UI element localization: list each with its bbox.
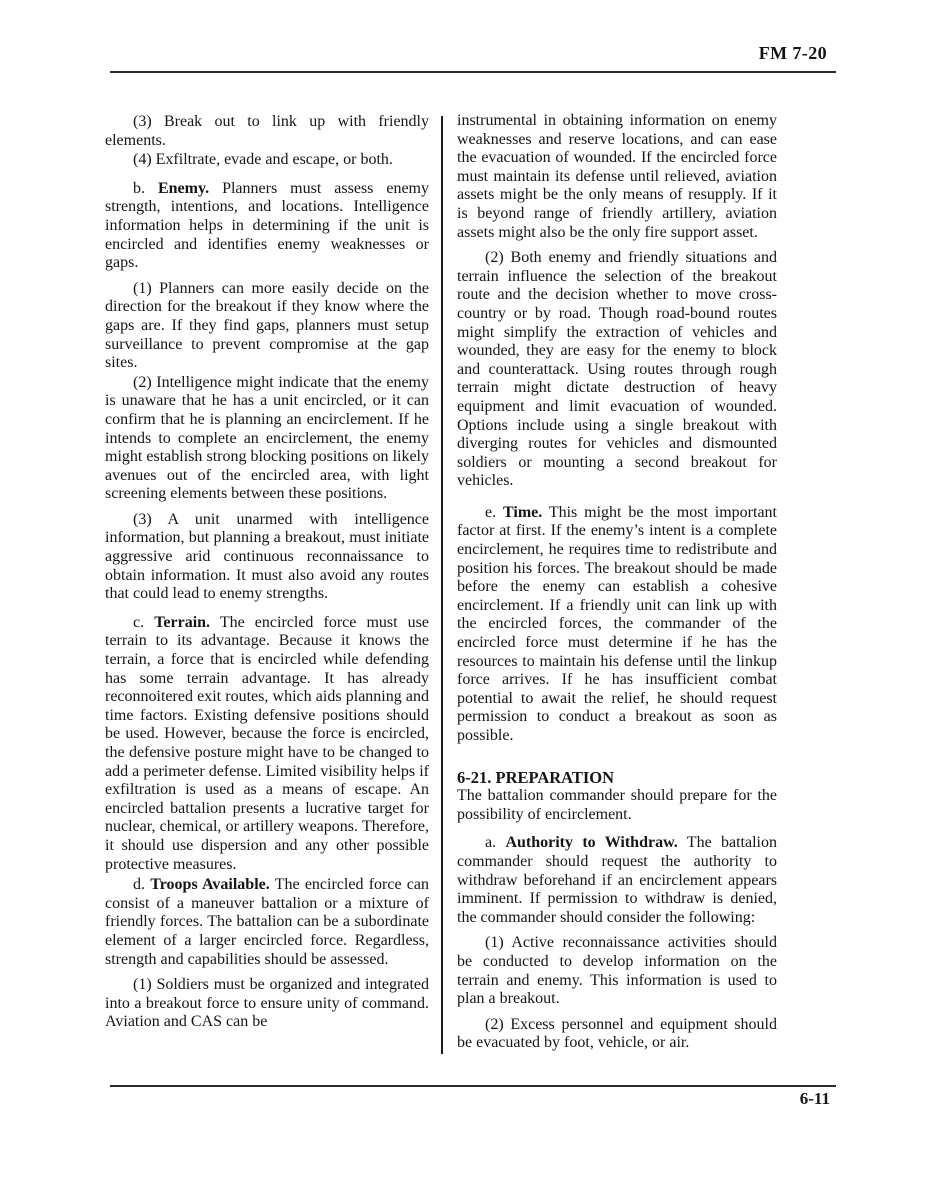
text-columns (105, 112, 777, 1054)
paragraph: d. Troops Available. The encircled force can consist of a maneuver battalion or a mixture of friendly forces. The battalion can be a subordinate element of a larger encircled force. Regardless, strength and capabilities should be assessed. (105, 876, 430, 968)
right-column (457, 112, 777, 1053)
paragraph: a. Authority to Withdraw. The battalion commander should request the authority to withdraw beforehand if an encirclement appears imminent. If permission to withdraw is denied, the commander should consider the following: (457, 834, 777, 926)
page-number: 6-11 (799, 1089, 830, 1108)
paragraph: 6-21. PREPARATION (457, 767, 615, 787)
paragraph: (2) Excess personnel and equipment should be evacuated by foot, vehicle, or air. (457, 1015, 777, 1052)
left-column (105, 112, 429, 1032)
paragraph-lead-in: Terrain. (154, 613, 211, 631)
paragraph: e. Time. This might be the most important factor at first. If the enemy’s intent is a complete encirclement, he requires time to redistribute and position his forces. The breakout should be made before the enemy can establish a cohesive encirclement. If a friendly unit can link up with the encircled forces, the commander of the encircled force must determine if he has the resources to maintain his defense until the linkup force arrives. If he has insufficient combat potential to await the relief, he should request permission to conduct a breakout as soon as possible. (457, 503, 777, 744)
paragraph-lead-in: Troops Available. (150, 876, 270, 894)
paragraph: (1) Soldiers must be organized and integrated into a breakout force to ensure unity of command. Aviation and CAS can be (105, 976, 429, 1031)
paragraph: (1) Active reconnaissance activities should be conducted to develop information on the terrain and enemy. This information is used to plan a breakout. (457, 934, 777, 1008)
paragraph: (1) Planners can more easily decide on the direction for the breakout if they know where the gaps are. If they find gaps, planners must setup surveillance to prevent compromise at the gap sites. (105, 279, 429, 372)
paragraph-lead-in: Authority to Withdraw. (505, 834, 678, 852)
header-doc-code: FM 7-20 (758, 43, 827, 63)
column-divider-rule (441, 116, 443, 1054)
paragraph-lead-in: Time. (502, 503, 543, 521)
paragraph: (3) A unit unarmed with intelligence information, but planning a breakout, must initiate aggressive arid continuous reconnaissance to obtain information. It must also avoid any routes that could lead to enemy strengths. (105, 510, 429, 603)
header-rule (110, 71, 836, 73)
paragraph: b. Enemy. Planners must assess enemy strength, intentions, and locations. Intelligence information helps in determining if the unit is encircled and identifies enemy weaknesses or gaps. (105, 179, 429, 272)
paragraph-lead-in: Enemy. (157, 179, 210, 197)
paragraph: (2) Intelligence might indicate that the enemy is unaware that he has a unit encircled, or it can confirm that he is planning an encirclement. If he intends to complete an encirclement, the enemy might establish strong blocking positions on likely avenues out of the encircled area, with light screening elements between these positions. (105, 373, 429, 503)
paragraph: The battalion commander should prepare for the possibility of encirclement. (457, 787, 777, 823)
footer-rule (110, 1085, 836, 1087)
paragraph: (2) Both enemy and friendly situations and terrain influence the selection of the breakout route and the decision whether to move cross-country or by road. Though road-bound routes might simplify the extraction of vehicles and wounded, they are easy for the enemy to block and counterattack. Using routes through rough terrain might dictate destruction of heavy equipment and limit evacuation of wounded. Options include using a single breakout with diverging routes for vehicles and dismounted soldiers or mounting a second breakout for vehicles. (457, 249, 777, 490)
paragraph: (3) Break out to link up with friendly elements. (105, 113, 429, 149)
paragraph: (4) Exfiltrate, evade and escape, or both. (133, 151, 393, 169)
paragraph: instrumental in obtaining information on enemy weaknesses and reserve locations, and can ease the evacuation of wounded. If the encircled force must maintain its defense until relieved, aviation assets might be the only means of resupply. If it is beyond range of friendly artillery, aviation assets might also be the only fire support asset. (457, 112, 777, 241)
paragraph: c. Terrain. The encircled force must use terrain to its advantage. Because it knows the terrain, a force that is encircled while defending has some terrain advantage. It has already reconnoitered exit routes, which aids planning and time factors. Existing defensive positions should be used. However, because the force is encircled, the defensive posture might have to be changed to add a perimeter defense. Limited visibility helps if exfiltration is used as a means of escape. An encircled battalion presents a lucrative target for nuclear, chemical, or artillery weapons. Therefore, it should use dispersion and any other possible protective measures. (105, 613, 429, 873)
